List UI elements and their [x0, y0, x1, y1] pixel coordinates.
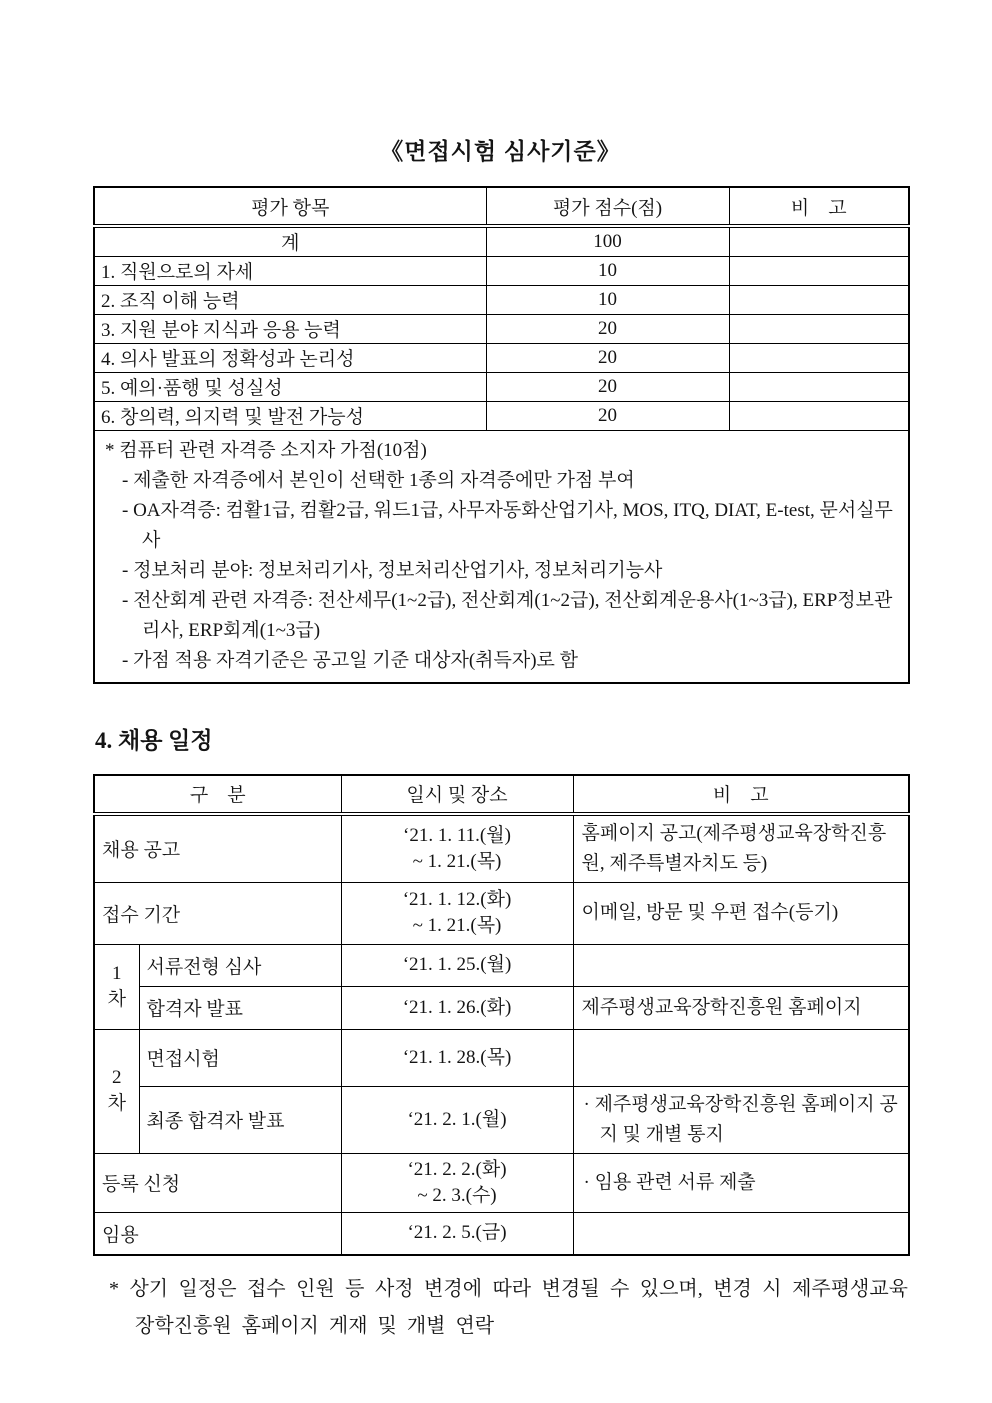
header-eval-item: 평가 항목	[94, 187, 486, 226]
date-line: ‘21. 1. 28.(목)	[402, 1046, 512, 1068]
document-page	[93, 133, 908, 1345]
category-cell: 면접시험	[139, 1029, 341, 1086]
remarks-cell	[573, 1212, 909, 1255]
criteria-table	[93, 186, 910, 684]
remarks-cell	[573, 944, 909, 986]
category-cell: 서류전형 심사	[139, 944, 341, 986]
remarks-cell: 이메일, 방문 및 우편 접수(등기)	[573, 882, 909, 944]
date-cell	[341, 986, 573, 1029]
footnote-item: - 전산회계 관련 자격증: 전산세무(1~2급), 전산회계(1~2급), 전산회계운용사(1~3급), ERP정보관리사, ERP회계(1~3급)	[122, 589, 893, 641]
group-label: 1차	[107, 962, 126, 1010]
header-eval-score: 평가 점수(점)	[486, 187, 729, 226]
group-label: 2차	[107, 1067, 126, 1114]
date-line: ‘21. 1. 11.(월)	[403, 824, 511, 846]
remarks-cell: · 제주평생교육장학진흥원 홈페이지 공지 및 개별 통지	[573, 1086, 909, 1153]
date-line: ~ 1. 21.(목)	[412, 850, 502, 872]
category-cell: 접수 기간	[94, 882, 341, 944]
date-cell	[341, 944, 573, 986]
date-cell	[341, 1086, 573, 1153]
date-line: ~ 2. 3.(수)	[417, 1184, 497, 1206]
category-cell: 임용	[94, 1212, 341, 1255]
schedule-table	[93, 774, 910, 1257]
row-application-period	[94, 882, 909, 944]
remarks-cell	[729, 372, 909, 401]
category-cell: 등록 신청	[94, 1153, 341, 1212]
date-line: ‘21. 2. 5.(금)	[407, 1222, 507, 1244]
date-line: ‘21. 1. 12.(화)	[402, 889, 512, 910]
remarks-cell: 홈페이지 공고(제주평생교육장학진흥원, 제주특별자치도 등)	[573, 814, 909, 883]
total-remarks-cell	[729, 226, 909, 256]
item-label-cell: 6. 창의력, 의지력 및 발전 가능성	[94, 401, 486, 430]
date-cell	[341, 1029, 573, 1086]
date-cell	[341, 814, 573, 883]
date-line: ‘21. 2. 1.(월)	[407, 1108, 507, 1130]
category-cell: 채용 공고	[94, 814, 341, 883]
date-line: ‘21. 1. 25.(월)	[402, 954, 512, 975]
schedule-header-row	[94, 775, 909, 814]
group-cell-round2	[94, 1029, 139, 1153]
item-label-cell: 5. 예의·품행 및 성실성	[94, 372, 486, 401]
item-label-cell: 3. 지원 분야 지식과 응용 능력	[94, 314, 486, 343]
table-row	[94, 343, 909, 372]
date-line: ‘21. 1. 26.(화)	[402, 996, 512, 1018]
header-category: 구 분	[94, 775, 341, 814]
remarks-cell	[729, 343, 909, 372]
date-cell	[341, 1212, 573, 1255]
total-label-cell: 계	[94, 226, 486, 256]
header-datetime: 일시 및 장소	[341, 775, 573, 814]
table-row	[94, 372, 909, 401]
header-remarks: 비 고	[573, 775, 909, 814]
remarks-cell	[729, 256, 909, 285]
remarks-cell: · 임용 관련 서류 제출	[573, 1153, 909, 1212]
category-cell: 합격자 발표	[139, 986, 341, 1029]
row-interview	[94, 1029, 909, 1086]
row-announcement	[94, 814, 909, 883]
table-row	[94, 401, 909, 430]
remarks-cell	[729, 285, 909, 314]
remarks-cell	[573, 1029, 909, 1086]
table-row	[94, 256, 909, 285]
criteria-header-row	[94, 187, 909, 226]
header-remarks: 비 고	[729, 187, 909, 226]
footnote-item: - 제출한 자격증에서 본인이 선택한 1종의 자격증에만 가점 부여	[122, 469, 635, 491]
footnote-item: - 정보처리 분야: 정보처리기사, 정보처리산업기사, 정보처리기능사	[122, 559, 663, 581]
total-row	[94, 226, 909, 256]
score-cell: 10	[486, 285, 729, 314]
row-registration	[94, 1153, 909, 1212]
page-title: 《면접시험 심사기준》	[380, 139, 621, 164]
section-heading: 4. 채용 일정	[95, 727, 213, 753]
remarks-cell	[729, 314, 909, 343]
date-line: ~ 1. 21.(목)	[412, 915, 502, 936]
date-cell	[341, 882, 573, 944]
row-doc-screening	[94, 944, 909, 986]
date-line: ‘21. 2. 2.(화)	[407, 1158, 507, 1180]
score-cell: 20	[486, 314, 729, 343]
score-cell: 20	[486, 343, 729, 372]
group-cell-round1	[94, 944, 139, 1029]
date-cell	[341, 1153, 573, 1212]
score-cell: 10	[486, 256, 729, 285]
criteria-footnote-cell	[94, 430, 909, 683]
footnote-title: * 컴퓨터 관련 자격증 소지자 가점(10점)	[105, 439, 427, 461]
remarks-cell: 제주평생교육장학진흥원 홈페이지	[573, 986, 909, 1029]
item-label-cell: 2. 조직 이해 능력	[94, 285, 486, 314]
total-score-cell: 100	[486, 226, 729, 256]
row-first-pass-announcement	[94, 986, 909, 1029]
score-cell: 20	[486, 401, 729, 430]
footnote-item: - 가점 적용 자격기준은 공고일 기준 대상자(취득자)로 함	[122, 649, 579, 671]
row-final-pass-announcement	[94, 1086, 909, 1153]
table-row	[94, 285, 909, 314]
score-cell: 20	[486, 372, 729, 401]
footnote-item: - OA자격증: 컴활1급, 컴활2급, 워드1급, 사무자동화산업기사, MOS, ITQ, DIAT, E-test, 문서실무사	[122, 499, 893, 551]
item-label-cell: 1. 직원으로의 자세	[94, 256, 486, 285]
category-cell: 최종 합격자 발표	[139, 1086, 341, 1153]
footer-note: * 상기 일정은 접수 인원 등 사정 변경에 따라 변경될 수 있으며, 변경 시 제주평생교육장학진흥원 홈페이지 게재 및 개별 연락	[109, 1278, 908, 1337]
remarks-cell	[729, 401, 909, 430]
footnote-row	[94, 430, 909, 683]
row-appointment	[94, 1212, 909, 1255]
item-label-cell: 4. 의사 발표의 정확성과 논리성	[94, 343, 486, 372]
table-row	[94, 314, 909, 343]
